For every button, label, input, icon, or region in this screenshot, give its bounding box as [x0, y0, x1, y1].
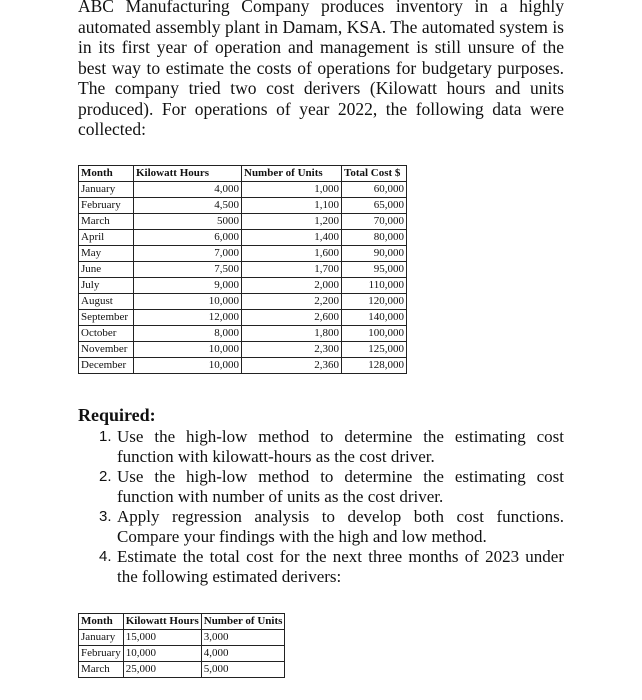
item-text: Apply regression analysis to develop both cost functions. Compare your findings with the high and low method.: [117, 507, 564, 546]
table-cell: 10,000: [134, 358, 242, 374]
header-kilowatt-hours: Kilowatt Hours: [134, 166, 242, 182]
table-cell: 2,300: [242, 342, 342, 358]
table-cell: August: [79, 294, 134, 310]
table-cell: 4,000: [201, 646, 285, 662]
table-row: [79, 294, 407, 310]
table-row: [79, 662, 285, 678]
table-cell: June: [79, 262, 134, 278]
table-cell: 4,500: [134, 198, 242, 214]
header-number-of-units: Number of Units: [201, 614, 285, 630]
table-cell: 95,000: [342, 262, 407, 278]
table-cell: 1,400: [242, 230, 342, 246]
table-cell: March: [79, 214, 134, 230]
table-cell: 4,000: [134, 182, 242, 198]
table-cell: 90,000: [342, 246, 407, 262]
table-cell: May: [79, 246, 134, 262]
table-cell: 1,700: [242, 262, 342, 278]
table-cell: February: [79, 198, 134, 214]
table-header-row: [79, 614, 285, 630]
table-row: [79, 182, 407, 198]
header-number-of-units: Number of Units: [242, 166, 342, 182]
table-cell: 60,000: [342, 182, 407, 198]
table-cell: July: [79, 278, 134, 294]
table-cell: February: [79, 646, 124, 662]
table-cell: 128,000: [342, 358, 407, 374]
table-cell: October: [79, 326, 134, 342]
table-cell: 10,000: [134, 342, 242, 358]
table-cell: 12,000: [134, 310, 242, 326]
header-kilowatt-hours: Kilowatt Hours: [123, 614, 201, 630]
table-row: [79, 646, 285, 662]
table-cell: April: [79, 230, 134, 246]
table-cell: 80,000: [342, 230, 407, 246]
table-cell: 2,000: [242, 278, 342, 294]
table-cell: January: [79, 630, 124, 646]
table-cell: 125,000: [342, 342, 407, 358]
table-cell: 110,000: [342, 278, 407, 294]
item-number: 3.: [99, 508, 112, 525]
table-header-row: [79, 166, 407, 182]
table-cell: 120,000: [342, 294, 407, 310]
table-cell: 10,000: [134, 294, 242, 310]
table-cell: 2,600: [242, 310, 342, 326]
list-item: [78, 467, 564, 507]
table-row: [79, 326, 407, 342]
item-text: Use the high-low method to determine the estimating cost function with number of units as the cost driver.: [117, 467, 564, 506]
table-cell: 15,000: [123, 630, 201, 646]
item-text: Use the high-low method to determine the estimating cost function with kilowatt-hours as the cost driver.: [117, 427, 564, 466]
table-cell: 8,000: [134, 326, 242, 342]
table-row: [79, 214, 407, 230]
table-cell: 2,360: [242, 358, 342, 374]
table-cell: November: [79, 342, 134, 358]
table-cell: 1,200: [242, 214, 342, 230]
required-heading: Required:: [78, 405, 156, 425]
table-cell: 1,100: [242, 198, 342, 214]
estimate-derivers-table: [78, 613, 285, 678]
table-cell: 6,000: [134, 230, 242, 246]
table-row: [79, 310, 407, 326]
table-cell: January: [79, 182, 134, 198]
header-total-cost: Total Cost $: [342, 166, 407, 182]
header-month: Month: [79, 166, 134, 182]
table-cell: 5000: [134, 214, 242, 230]
item-number: 2.: [99, 468, 112, 485]
table-row: [79, 630, 285, 646]
table-row: [79, 262, 407, 278]
table-cell: December: [79, 358, 134, 374]
table-cell: March: [79, 662, 124, 678]
table-cell: 65,000: [342, 198, 407, 214]
table-row: [79, 342, 407, 358]
table-cell: 3,000: [201, 630, 285, 646]
item-text: Estimate the total cost for the next three months of 2023 under the following estimated derivers:: [117, 547, 564, 586]
list-item: [78, 507, 564, 547]
table-cell: 10,000: [123, 646, 201, 662]
header-month: Month: [79, 614, 124, 630]
table-cell: 9,000: [134, 278, 242, 294]
table-cell: 140,000: [342, 310, 407, 326]
table-row: [79, 230, 407, 246]
table-cell: 1,000: [242, 182, 342, 198]
table-cell: 25,000: [123, 662, 201, 678]
table-cell: 1,600: [242, 246, 342, 262]
required-list: [78, 427, 564, 587]
table-cell: 2,200: [242, 294, 342, 310]
table-cell: 70,000: [342, 214, 407, 230]
table-row: [79, 358, 407, 374]
item-number: 1.: [99, 428, 112, 445]
intro-paragraph: ABC Manufacturing Company produces inventory in a highly automated assembly plant in Damam, KSA. The automated system is in its first year of operation and management is still unsure of the best way to estimate the costs of operations for budgetary purposes. The company tried two cost derivers (Kilowatt hours and units produced). For operations of year 2022, the following data were collected:: [78, 0, 564, 139]
table-cell: 100,000: [342, 326, 407, 342]
cost-data-table: [78, 165, 407, 374]
table-row: [79, 246, 407, 262]
table-cell: 5,000: [201, 662, 285, 678]
list-item: [78, 547, 564, 587]
list-item: [78, 427, 564, 467]
table-cell: September: [79, 310, 134, 326]
table-row: [79, 278, 407, 294]
table-cell: 1,800: [242, 326, 342, 342]
table-cell: 7,500: [134, 262, 242, 278]
item-number: 4.: [99, 548, 112, 565]
table-cell: 7,000: [134, 246, 242, 262]
table-row: [79, 198, 407, 214]
